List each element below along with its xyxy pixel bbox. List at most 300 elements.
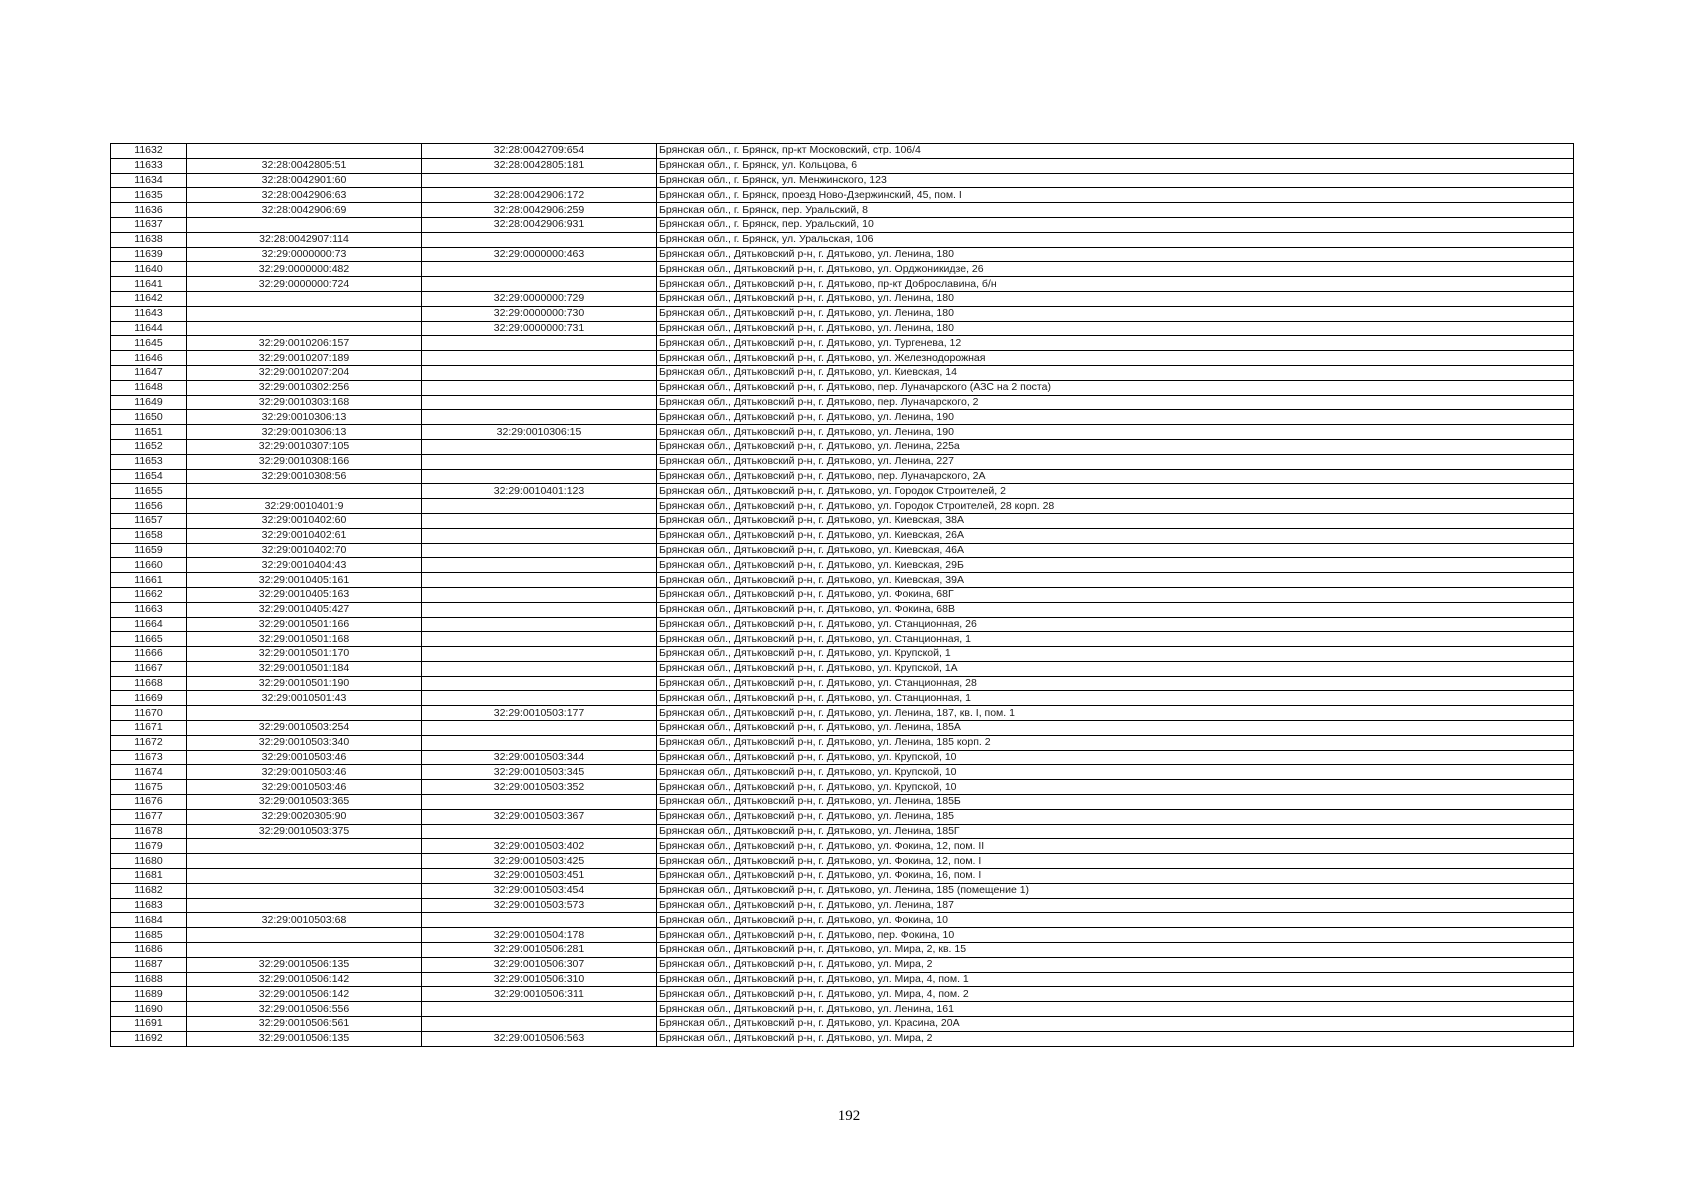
cell-address: Брянская обл., Дятьковский р-н, г. Дятьково, пер. Фокина, 10: [657, 928, 1574, 943]
cell-row-number: 11652: [111, 439, 187, 454]
cell-address: Брянская обл., Дятьковский р-н, г. Дятьково, пер. Луначарского, 2А: [657, 469, 1574, 484]
cell-object-cadastral-number: [422, 824, 657, 839]
cell-row-number: 11635: [111, 188, 187, 203]
cell-land-cadastral-number: 32:28:0042906:63: [187, 188, 422, 203]
cell-land-cadastral-number: 32:29:0010307:105: [187, 439, 422, 454]
cell-row-number: 11681: [111, 869, 187, 884]
cell-row-number: 11655: [111, 484, 187, 499]
cell-address: Брянская обл., Дятьковский р-н, г. Дятьково, ул. Станционная, 1: [657, 691, 1574, 706]
cell-land-cadastral-number: 32:29:0010405:427: [187, 602, 422, 617]
cell-row-number: 11686: [111, 943, 187, 958]
cell-object-cadastral-number: [422, 395, 657, 410]
table-row: [111, 721, 1574, 736]
cell-land-cadastral-number: 32:29:0010506:142: [187, 987, 422, 1002]
cell-land-cadastral-number: [187, 306, 422, 321]
cell-address: Брянская обл., Дятьковский р-н, г. Дятьково, ул. Станционная, 1: [657, 632, 1574, 647]
cell-row-number: 11661: [111, 573, 187, 588]
cell-address: Брянская обл., г. Брянск, пр-кт Московский, стр. 106/4: [657, 144, 1574, 159]
cell-address: Брянская обл., Дятьковский р-н, г. Дятьково, ул. Мира, 2: [657, 1031, 1574, 1046]
cell-address: Брянская обл., Дятьковский р-н, г. Дятьково, ул. Киевская, 46А: [657, 543, 1574, 558]
cell-object-cadastral-number: 32:29:0000000:463: [422, 247, 657, 262]
cell-row-number: 11684: [111, 913, 187, 928]
cell-object-cadastral-number: 32:29:0010503:344: [422, 750, 657, 765]
cell-object-cadastral-number: [422, 262, 657, 277]
cell-land-cadastral-number: 32:29:0010501:166: [187, 617, 422, 632]
cell-row-number: 11662: [111, 587, 187, 602]
cell-object-cadastral-number: [422, 499, 657, 514]
table-row: [111, 499, 1574, 514]
cell-row-number: 11658: [111, 528, 187, 543]
cell-row-number: 11649: [111, 395, 187, 410]
cell-object-cadastral-number: [422, 232, 657, 247]
table-row: [111, 277, 1574, 292]
table-row: [111, 587, 1574, 602]
cell-land-cadastral-number: 32:29:0010506:135: [187, 1031, 422, 1046]
cell-land-cadastral-number: [187, 839, 422, 854]
cell-row-number: 11669: [111, 691, 187, 706]
cell-row-number: 11674: [111, 765, 187, 780]
cell-land-cadastral-number: [187, 883, 422, 898]
cell-land-cadastral-number: 32:29:0010404:43: [187, 558, 422, 573]
cell-object-cadastral-number: [422, 735, 657, 750]
table-row: [111, 188, 1574, 203]
cell-object-cadastral-number: [422, 1002, 657, 1017]
table-row: [111, 987, 1574, 1002]
cell-object-cadastral-number: 32:29:0010503:425: [422, 854, 657, 869]
cell-row-number: 11634: [111, 173, 187, 188]
table-row: [111, 1031, 1574, 1046]
cell-address: Брянская обл., г. Брянск, пер. Уральский, 8: [657, 203, 1574, 218]
cell-land-cadastral-number: 32:29:0010506:142: [187, 972, 422, 987]
cell-object-cadastral-number: [422, 676, 657, 691]
cell-object-cadastral-number: [422, 513, 657, 528]
cell-object-cadastral-number: 32:29:0010401:123: [422, 484, 657, 499]
cell-address: Брянская обл., Дятьковский р-н, г. Дятьково, ул. Фокина, 12, пом. I: [657, 854, 1574, 869]
cell-address: Брянская обл., Дятьковский р-н, г. Дятьково, ул. Фокина, 16, пом. I: [657, 869, 1574, 884]
cell-address: Брянская обл., Дятьковский р-н, г. Дятьково, ул. Ленина, 180: [657, 247, 1574, 262]
cell-address: Брянская обл., Дятьковский р-н, г. Дятьково, ул. Ленина, 180: [657, 291, 1574, 306]
cell-address: Брянская обл., Дятьковский р-н, г. Дятьково, ул. Крупской, 10: [657, 765, 1574, 780]
cell-object-cadastral-number: [422, 543, 657, 558]
cell-row-number: 11659: [111, 543, 187, 558]
cell-land-cadastral-number: 32:28:0042805:51: [187, 158, 422, 173]
table-row: [111, 706, 1574, 721]
cell-address: Брянская обл., Дятьковский р-н, г. Дятьково, ул. Киевская, 29Б: [657, 558, 1574, 573]
table-row: [111, 543, 1574, 558]
cell-land-cadastral-number: [187, 898, 422, 913]
table-row: [111, 765, 1574, 780]
cell-object-cadastral-number: 32:28:0042906:172: [422, 188, 657, 203]
cell-object-cadastral-number: [422, 439, 657, 454]
cell-object-cadastral-number: 32:29:0010503:451: [422, 869, 657, 884]
table-row: [111, 750, 1574, 765]
cell-address: Брянская обл., Дятьковский р-н, г. Дятьково, ул. Фокина, 68Г: [657, 587, 1574, 602]
table-row: [111, 869, 1574, 884]
cell-object-cadastral-number: [422, 661, 657, 676]
table-row: [111, 617, 1574, 632]
table-row: [111, 972, 1574, 987]
cell-address: Брянская обл., Дятьковский р-н, г. Дятьково, ул. Ленина, 225а: [657, 439, 1574, 454]
cell-address: Брянская обл., Дятьковский р-н, г. Дятьково, ул. Ленина, 187, кв. I, пом. 1: [657, 706, 1574, 721]
cell-row-number: 11657: [111, 513, 187, 528]
cell-land-cadastral-number: [187, 706, 422, 721]
cell-row-number: 11640: [111, 262, 187, 277]
table-row: [111, 602, 1574, 617]
table-row: [111, 1002, 1574, 1017]
table-row: [111, 173, 1574, 188]
cell-object-cadastral-number: [422, 410, 657, 425]
cell-land-cadastral-number: 32:29:0010506:135: [187, 957, 422, 972]
cell-land-cadastral-number: 32:29:0010303:168: [187, 395, 422, 410]
cell-row-number: 11642: [111, 291, 187, 306]
cell-row-number: 11643: [111, 306, 187, 321]
cell-land-cadastral-number: [187, 928, 422, 943]
cell-address: Брянская обл., Дятьковский р-н, г. Дятьково, ул. Ленина, 161: [657, 1002, 1574, 1017]
cell-object-cadastral-number: [422, 913, 657, 928]
table-row: [111, 735, 1574, 750]
cell-address: Брянская обл., Дятьковский р-н, г. Дятьково, пр-кт Доброславина, б/н: [657, 277, 1574, 292]
cell-row-number: 11646: [111, 351, 187, 366]
table-row: [111, 247, 1574, 262]
cell-land-cadastral-number: 32:28:0042907:114: [187, 232, 422, 247]
cell-row-number: 11650: [111, 410, 187, 425]
table-row: [111, 395, 1574, 410]
cell-object-cadastral-number: [422, 558, 657, 573]
cell-object-cadastral-number: [422, 602, 657, 617]
cell-address: Брянская обл., Дятьковский р-н, г. Дятьково, ул. Крупской, 10: [657, 750, 1574, 765]
cell-row-number: 11676: [111, 795, 187, 810]
cell-land-cadastral-number: 32:29:0000000:73: [187, 247, 422, 262]
cell-land-cadastral-number: 32:29:0000000:482: [187, 262, 422, 277]
cell-object-cadastral-number: 32:29:0010503:345: [422, 765, 657, 780]
table-row: [111, 528, 1574, 543]
cell-object-cadastral-number: [422, 454, 657, 469]
cell-row-number: 11639: [111, 247, 187, 262]
cell-address: Брянская обл., Дятьковский р-н, г. Дятьково, ул. Мира, 2: [657, 957, 1574, 972]
table-row: [111, 676, 1574, 691]
table-row: [111, 291, 1574, 306]
cell-land-cadastral-number: 32:29:0010503:46: [187, 750, 422, 765]
registry-table: [110, 143, 1574, 1047]
cell-address: Брянская обл., Дятьковский р-н, г. Дятьково, ул. Орджоникидзе, 26: [657, 262, 1574, 277]
cell-land-cadastral-number: 32:29:0010402:61: [187, 528, 422, 543]
cell-row-number: 11644: [111, 321, 187, 336]
cell-land-cadastral-number: 32:29:0010503:46: [187, 765, 422, 780]
cell-address: Брянская обл., Дятьковский р-н, г. Дятьково, ул. Киевская, 14: [657, 365, 1574, 380]
cell-land-cadastral-number: 32:29:0010405:161: [187, 573, 422, 588]
cell-land-cadastral-number: 32:29:0010503:46: [187, 780, 422, 795]
table-row: [111, 425, 1574, 440]
cell-address: Брянская обл., Дятьковский р-н, г. Дятьково, пер. Луначарского, 2: [657, 395, 1574, 410]
table-row: [111, 380, 1574, 395]
cell-object-cadastral-number: 32:29:0010503:573: [422, 898, 657, 913]
cell-land-cadastral-number: 32:29:0010302:256: [187, 380, 422, 395]
cell-object-cadastral-number: [422, 380, 657, 395]
cell-row-number: 11678: [111, 824, 187, 839]
cell-object-cadastral-number: 32:29:0000000:731: [422, 321, 657, 336]
cell-address: Брянская обл., Дятьковский р-н, г. Дятьково, ул. Ленина, 185 корп. 2: [657, 735, 1574, 750]
table-row: [111, 928, 1574, 943]
cell-land-cadastral-number: 32:29:0010506:556: [187, 1002, 422, 1017]
cell-land-cadastral-number: [187, 291, 422, 306]
cell-address: Брянская обл., Дятьковский р-н, г. Дятьково, ул. Фокина, 12, пом. II: [657, 839, 1574, 854]
cell-land-cadastral-number: 32:29:0000000:724: [187, 277, 422, 292]
cell-object-cadastral-number: 32:29:0010506:310: [422, 972, 657, 987]
cell-address: Брянская обл., Дятьковский р-н, г. Дятьково, ул. Фокина, 68В: [657, 602, 1574, 617]
table-row: [111, 232, 1574, 247]
cell-row-number: 11692: [111, 1031, 187, 1046]
cell-object-cadastral-number: [422, 587, 657, 602]
cell-land-cadastral-number: [187, 144, 422, 159]
page-number: 192: [837, 1108, 861, 1124]
cell-address: Брянская обл., Дятьковский р-н, г. Дятьково, ул. Ленина, 187: [657, 898, 1574, 913]
cell-land-cadastral-number: 32:29:0010501:170: [187, 647, 422, 662]
cell-object-cadastral-number: 32:29:0000000:729: [422, 291, 657, 306]
cell-land-cadastral-number: [187, 869, 422, 884]
cell-land-cadastral-number: 32:29:0010501:168: [187, 632, 422, 647]
cell-object-cadastral-number: 32:29:0010506:281: [422, 943, 657, 958]
cell-object-cadastral-number: [422, 617, 657, 632]
cell-address: Брянская обл., Дятьковский р-н, г. Дятьково, ул. Мира, 2, кв. 15: [657, 943, 1574, 958]
table-row: [111, 158, 1574, 173]
cell-row-number: 11636: [111, 203, 187, 218]
cell-row-number: 11660: [111, 558, 187, 573]
cell-object-cadastral-number: 32:29:0010503:402: [422, 839, 657, 854]
cell-object-cadastral-number: [422, 632, 657, 647]
cell-address: Брянская обл., Дятьковский р-н, г. Дятьково, ул. Городок Строителей, 28 корп. 28: [657, 499, 1574, 514]
cell-row-number: 11648: [111, 380, 187, 395]
cell-land-cadastral-number: 32:29:0020305:90: [187, 809, 422, 824]
cell-object-cadastral-number: [422, 351, 657, 366]
table-row: [111, 957, 1574, 972]
cell-address: Брянская обл., Дятьковский р-н, г. Дятьково, ул. Киевская, 39А: [657, 573, 1574, 588]
cell-row-number: 11637: [111, 217, 187, 232]
table-row: [111, 691, 1574, 706]
table-row: [111, 661, 1574, 676]
cell-address: Брянская обл., Дятьковский р-н, г. Дятьково, ул. Ленина, 185Б: [657, 795, 1574, 810]
cell-land-cadastral-number: 32:29:0010308:166: [187, 454, 422, 469]
cell-row-number: 11663: [111, 602, 187, 617]
cell-object-cadastral-number: 32:29:0010503:367: [422, 809, 657, 824]
cell-row-number: 11665: [111, 632, 187, 647]
cell-row-number: 11683: [111, 898, 187, 913]
cell-object-cadastral-number: 32:28:0042805:181: [422, 158, 657, 173]
cell-row-number: 11654: [111, 469, 187, 484]
cell-object-cadastral-number: [422, 469, 657, 484]
table-row: [111, 795, 1574, 810]
cell-object-cadastral-number: [422, 336, 657, 351]
cell-row-number: 11667: [111, 661, 187, 676]
cell-address: Брянская обл., Дятьковский р-н, г. Дятьково, ул. Ленина, 185Г: [657, 824, 1574, 839]
cell-address: Брянская обл., г. Брянск, пер. Уральский, 10: [657, 217, 1574, 232]
cell-address: Брянская обл., Дятьковский р-н, г. Дятьково, ул. Крупской, 10: [657, 780, 1574, 795]
cell-object-cadastral-number: [422, 528, 657, 543]
cell-address: Брянская обл., Дятьковский р-н, г. Дятьково, ул. Городок Строителей, 2: [657, 484, 1574, 499]
table-row: [111, 439, 1574, 454]
table-row: [111, 854, 1574, 869]
cell-row-number: 11633: [111, 158, 187, 173]
table-row: [111, 336, 1574, 351]
table-row: [111, 484, 1574, 499]
cell-object-cadastral-number: 32:28:0042709:654: [422, 144, 657, 159]
cell-row-number: 11673: [111, 750, 187, 765]
cell-land-cadastral-number: [187, 484, 422, 499]
cell-object-cadastral-number: 32:29:0010504:178: [422, 928, 657, 943]
cell-address: Брянская обл., Дятьковский р-н, г. Дятьково, ул. Ленина, 185: [657, 809, 1574, 824]
table-row: [111, 809, 1574, 824]
cell-address: Брянская обл., Дятьковский р-н, г. Дятьково, ул. Станционная, 28: [657, 676, 1574, 691]
cell-address: Брянская обл., г. Брянск, ул. Менжинского, 123: [657, 173, 1574, 188]
cell-land-cadastral-number: [187, 854, 422, 869]
cell-address: Брянская обл., Дятьковский р-н, г. Дятьково, ул. Крупской, 1А: [657, 661, 1574, 676]
cell-land-cadastral-number: 32:29:0010503:68: [187, 913, 422, 928]
table-row: [111, 839, 1574, 854]
cell-land-cadastral-number: 32:29:0010402:60: [187, 513, 422, 528]
cell-land-cadastral-number: 32:29:0010501:184: [187, 661, 422, 676]
cell-object-cadastral-number: 32:29:0010506:563: [422, 1031, 657, 1046]
cell-land-cadastral-number: 32:28:0042906:69: [187, 203, 422, 218]
cell-land-cadastral-number: [187, 217, 422, 232]
cell-land-cadastral-number: 32:29:0010306:13: [187, 410, 422, 425]
cell-object-cadastral-number: [422, 795, 657, 810]
cell-land-cadastral-number: 32:29:0010503:365: [187, 795, 422, 810]
table-row: [111, 306, 1574, 321]
cell-object-cadastral-number: 32:28:0042906:259: [422, 203, 657, 218]
cell-address: Брянская обл., г. Брянск, проезд Ново-Дзержинский, 45, пом. I: [657, 188, 1574, 203]
cell-row-number: 11672: [111, 735, 187, 750]
cell-object-cadastral-number: 32:29:0000000:730: [422, 306, 657, 321]
cell-object-cadastral-number: 32:29:0010503:177: [422, 706, 657, 721]
cell-address: Брянская обл., Дятьковский р-н, г. Дятьково, ул. Киевская, 38А: [657, 513, 1574, 528]
cell-row-number: 11685: [111, 928, 187, 943]
cell-row-number: 11638: [111, 232, 187, 247]
cell-address: Брянская обл., Дятьковский р-н, г. Дятьково, ул. Тургенева, 12: [657, 336, 1574, 351]
cell-address: Брянская обл., Дятьковский р-н, г. Дятьково, ул. Красина, 20А: [657, 1017, 1574, 1032]
cell-object-cadastral-number: [422, 173, 657, 188]
cell-land-cadastral-number: 32:29:0010402:70: [187, 543, 422, 558]
cell-address: Брянская обл., Дятьковский р-н, г. Дятьково, ул. Станционная, 26: [657, 617, 1574, 632]
cell-row-number: 11691: [111, 1017, 187, 1032]
cell-land-cadastral-number: 32:29:0010501:43: [187, 691, 422, 706]
cell-land-cadastral-number: 32:29:0010206:157: [187, 336, 422, 351]
cell-row-number: 11675: [111, 780, 187, 795]
cell-row-number: 11687: [111, 957, 187, 972]
cell-object-cadastral-number: 32:29:0010506:311: [422, 987, 657, 1002]
cell-row-number: 11647: [111, 365, 187, 380]
cell-object-cadastral-number: 32:29:0010306:15: [422, 425, 657, 440]
table-row: [111, 1017, 1574, 1032]
cell-object-cadastral-number: 32:29:0010506:307: [422, 957, 657, 972]
cell-row-number: 11664: [111, 617, 187, 632]
table-row: [111, 469, 1574, 484]
cell-object-cadastral-number: [422, 277, 657, 292]
cell-address: Брянская обл., Дятьковский р-н, г. Дятьково, ул. Киевская, 26А: [657, 528, 1574, 543]
cell-address: Брянская обл., Дятьковский р-н, г. Дятьково, ул. Ленина, 180: [657, 321, 1574, 336]
table-row: [111, 898, 1574, 913]
cell-row-number: 11679: [111, 839, 187, 854]
cell-object-cadastral-number: 32:28:0042906:931: [422, 217, 657, 232]
cell-address: Брянская обл., Дятьковский р-н, г. Дятьково, ул. Ленина, 185 (помещение 1): [657, 883, 1574, 898]
cell-address: Брянская обл., г. Брянск, ул. Уральская, 106: [657, 232, 1574, 247]
cell-address: Брянская обл., Дятьковский р-н, г. Дятьково, ул. Ленина, 185А: [657, 721, 1574, 736]
cell-row-number: 11690: [111, 1002, 187, 1017]
cell-land-cadastral-number: 32:29:0010506:561: [187, 1017, 422, 1032]
cell-address: Брянская обл., Дятьковский р-н, г. Дятьково, ул. Ленина, 227: [657, 454, 1574, 469]
cell-address: Брянская обл., Дятьковский р-н, г. Дятьково, ул. Железнодорожная: [657, 351, 1574, 366]
cell-land-cadastral-number: 32:28:0042901:60: [187, 173, 422, 188]
cell-row-number: 11671: [111, 721, 187, 736]
cell-land-cadastral-number: [187, 321, 422, 336]
table-row: [111, 144, 1574, 159]
table-row: [111, 647, 1574, 662]
cell-address: Брянская обл., Дятьковский р-н, г. Дятьково, ул. Ленина, 190: [657, 425, 1574, 440]
table-row: [111, 410, 1574, 425]
cell-row-number: 11656: [111, 499, 187, 514]
cell-object-cadastral-number: [422, 721, 657, 736]
cell-object-cadastral-number: [422, 573, 657, 588]
cell-land-cadastral-number: 32:29:0010503:375: [187, 824, 422, 839]
cell-row-number: 11641: [111, 277, 187, 292]
cell-land-cadastral-number: 32:29:0010207:189: [187, 351, 422, 366]
cell-row-number: 11632: [111, 144, 187, 159]
cell-address: Брянская обл., Дятьковский р-н, г. Дятьково, ул. Фокина, 10: [657, 913, 1574, 928]
cell-row-number: 11689: [111, 987, 187, 1002]
cell-row-number: 11645: [111, 336, 187, 351]
cell-land-cadastral-number: 32:29:0010207:204: [187, 365, 422, 380]
cell-object-cadastral-number: [422, 1017, 657, 1032]
cell-row-number: 11651: [111, 425, 187, 440]
cell-land-cadastral-number: 32:29:0010503:340: [187, 735, 422, 750]
cell-object-cadastral-number: [422, 365, 657, 380]
cell-address: Брянская обл., Дятьковский р-н, г. Дятьково, ул. Крупской, 1: [657, 647, 1574, 662]
cell-row-number: 11682: [111, 883, 187, 898]
cell-land-cadastral-number: 32:29:0010405:163: [187, 587, 422, 602]
table-row: [111, 203, 1574, 218]
cell-land-cadastral-number: 32:29:0010401:9: [187, 499, 422, 514]
registry-table-body: [111, 144, 1574, 1047]
cell-address: Брянская обл., Дятьковский р-н, г. Дятьково, пер. Луначарского (АЗС на 2 поста): [657, 380, 1574, 395]
cell-address: Брянская обл., Дятьковский р-н, г. Дятьково, ул. Ленина, 180: [657, 306, 1574, 321]
table-row: [111, 824, 1574, 839]
table-row: [111, 217, 1574, 232]
cell-address: Брянская обл., Дятьковский р-н, г. Дятьково, ул. Ленина, 190: [657, 410, 1574, 425]
cell-object-cadastral-number: [422, 647, 657, 662]
table-row: [111, 913, 1574, 928]
table-row: [111, 780, 1574, 795]
table-row: [111, 558, 1574, 573]
cell-row-number: 11666: [111, 647, 187, 662]
cell-address: Брянская обл., г. Брянск, ул. Кольцова, 6: [657, 158, 1574, 173]
cell-land-cadastral-number: 32:29:0010503:254: [187, 721, 422, 736]
table-row: [111, 454, 1574, 469]
table-row: [111, 365, 1574, 380]
table-row: [111, 513, 1574, 528]
table-row: [111, 321, 1574, 336]
cell-address: Брянская обл., Дятьковский р-н, г. Дятьково, ул. Мира, 4, пом. 1: [657, 972, 1574, 987]
cell-address: Брянская обл., Дятьковский р-н, г. Дятьково, ул. Мира, 4, пом. 2: [657, 987, 1574, 1002]
cell-row-number: 11688: [111, 972, 187, 987]
cell-row-number: 11677: [111, 809, 187, 824]
cell-land-cadastral-number: [187, 943, 422, 958]
cell-row-number: 11680: [111, 854, 187, 869]
cell-land-cadastral-number: 32:29:0010308:56: [187, 469, 422, 484]
table-row: [111, 262, 1574, 277]
cell-row-number: 11668: [111, 676, 187, 691]
table-row: [111, 351, 1574, 366]
cell-object-cadastral-number: [422, 691, 657, 706]
cell-object-cadastral-number: 32:29:0010503:454: [422, 883, 657, 898]
table-row: [111, 943, 1574, 958]
